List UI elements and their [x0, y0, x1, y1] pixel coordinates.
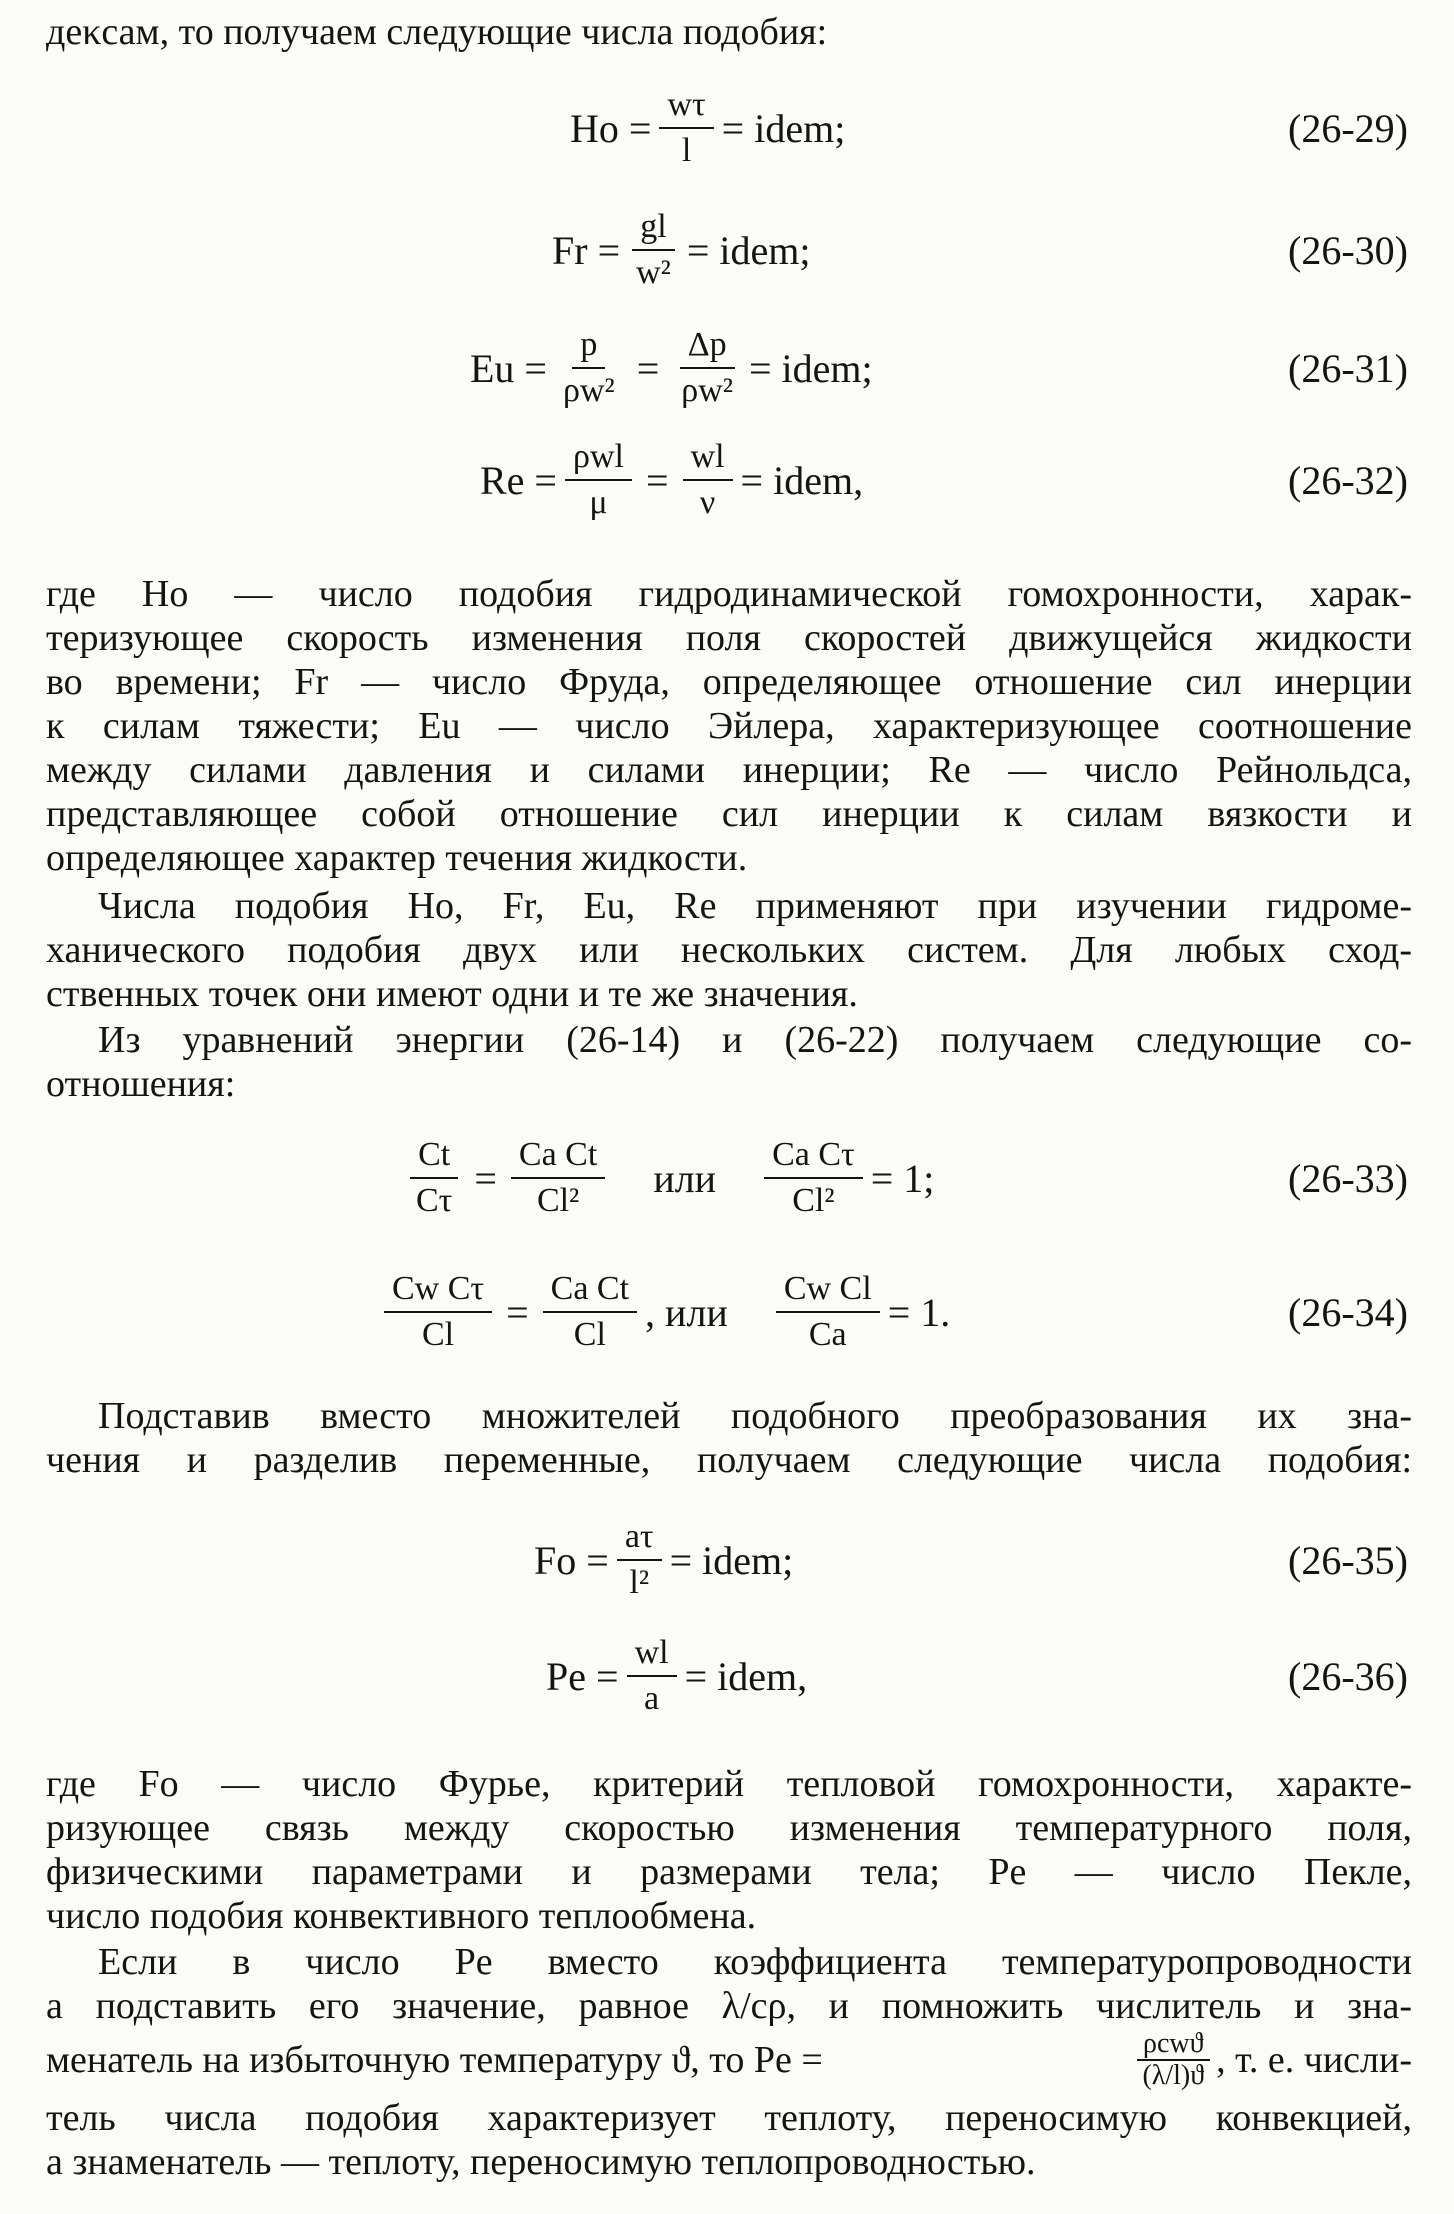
fraction-numerator: Cw Cl [776, 1269, 880, 1313]
equation-26-36 [0, 1616, 1454, 1736]
text-line: отношения: [46, 1063, 236, 1105]
equation-number: (26-35) [1288, 1537, 1408, 1583]
fraction-denominator: μ [589, 484, 608, 521]
equation-26-32 [0, 420, 1454, 540]
eq-connector: , или [645, 1289, 728, 1335]
fraction-denominator: w² [636, 254, 671, 291]
text-line: a подставить его значение, равное λ/cρ, и помножить числитель и зна- [46, 1985, 1412, 2027]
text-line: во времени; Fr — число Фруда, определяющее отношение сил инерции [46, 661, 1412, 703]
eq-lhs: Eu = [470, 345, 547, 391]
text-line: между силами давления и силами инерции; Re — число Рейнольдса, [46, 749, 1412, 791]
text-line: теризующее скорость изменения поля скоростей движущейся жидкости [46, 617, 1412, 659]
equation-number: (26-36) [1288, 1653, 1408, 1699]
fraction-numerator: p [572, 325, 605, 369]
fraction [543, 1269, 637, 1355]
fraction [683, 437, 733, 523]
equation-26-29 [0, 68, 1454, 188]
fraction-numerator: wτ [659, 85, 713, 129]
fraction [511, 1135, 605, 1221]
fraction-numerator: gl [632, 207, 674, 251]
text-line: тель числа подобия характеризует теплоту, переносимую конвекцией, [46, 2097, 1412, 2139]
fraction-denominator: Cτ [416, 1182, 453, 1219]
eq-rhs: = idem; [686, 227, 811, 273]
equation-number: (26-29) [1288, 105, 1408, 151]
text-line: к силам тяжести; Eu — число Эйлера, характеризующее соотношение [46, 705, 1412, 747]
fraction-numerator: wl [627, 1633, 677, 1677]
text-line: Числа подобия Но, Fr, Eu, Re применяют при изучении гидроме- [98, 885, 1412, 927]
fraction-numerator: wl [683, 437, 733, 481]
eq-rhs: = idem, [684, 1653, 808, 1699]
eq-rhs: = 1; [870, 1155, 935, 1201]
fraction-numerator: Ct [410, 1135, 458, 1179]
fraction [628, 207, 679, 293]
fraction [764, 1135, 863, 1221]
equation-number: (26-33) [1288, 1155, 1408, 1201]
text-line: где Fo — число Фурье, критерий тепловой гомохронности, характе- [46, 1763, 1412, 1805]
fraction-numerator: ρcwϑ [1137, 2029, 1209, 2061]
text-line: Подставив вместо множителей подобного преобразования их зна- [98, 1395, 1412, 1437]
eq-connector: или [653, 1155, 717, 1201]
inline-fraction [1136, 2029, 1210, 2091]
text-line: ризующее связь между скоростью изменения температурного поля, [46, 1807, 1412, 1849]
text-fragment: менатель на избыточную температуру ϑ, то Pe = [46, 2039, 823, 2081]
fraction [384, 1269, 492, 1355]
fraction [617, 1517, 662, 1603]
eq-lhs: Fr = [552, 227, 621, 273]
equation-26-33 [0, 1118, 1454, 1238]
fraction [659, 85, 713, 171]
eq-rhs: = 1. [887, 1289, 951, 1335]
eq-rhs: = idem, [740, 457, 864, 503]
fraction-denominator: ρw² [563, 372, 615, 409]
text-fragment: , т. е. числи- [1216, 2039, 1412, 2081]
fraction-denominator: l² [629, 1564, 650, 1601]
fraction-denominator: Cl² [536, 1182, 580, 1219]
fraction-denominator: ρw² [681, 372, 733, 409]
fraction-numerator: Δp [680, 325, 735, 369]
text-line: где Но — число подобия гидродинамической гомохронности, харак- [46, 573, 1412, 615]
equation-26-31 [0, 308, 1454, 428]
text-line-with-inline-fraction [46, 2028, 1412, 2091]
text-line: ственных точек они имеют одни и те же значения. [46, 973, 858, 1015]
text-line: число подобия конвективного теплообмена. [46, 1895, 757, 1937]
text-line: Из уравнений энергии (26-14) и (26-22) получаем следующие со- [98, 1019, 1412, 1061]
fraction [565, 437, 632, 523]
eq-rhs: = idem; [669, 1537, 794, 1583]
fraction-numerator: aτ [617, 1517, 662, 1561]
eq-rhs: = idem; [749, 345, 873, 391]
text-line: деκсам, то получаем следующие числа подобия: [46, 11, 828, 53]
equation-26-30 [0, 190, 1454, 310]
eq-operator: = [506, 1289, 529, 1335]
text-line: Если в число Pe вместо коэффициента температуропроводности [98, 1941, 1412, 1983]
text-line: ханического подобия двух или нескольких систем. Для любых сход- [46, 929, 1412, 971]
eq-operator: = [645, 457, 669, 503]
fraction [408, 1135, 460, 1221]
equation-number: (26-34) [1288, 1289, 1408, 1335]
fraction [673, 325, 741, 411]
fraction-denominator: l [681, 132, 692, 169]
fraction-denominator: Cl² [792, 1182, 835, 1219]
fraction-numerator: Ca Ct [543, 1269, 637, 1313]
fraction-denominator: (λ/l)ϑ [1142, 2060, 1205, 2091]
eq-rhs: = idem; [721, 105, 846, 151]
text-line: представляющее собой отношение сил инерции к силам вязкости и [46, 793, 1412, 835]
equation-number: (26-32) [1288, 457, 1408, 503]
fraction [555, 325, 623, 411]
fraction-denominator: Cl [421, 1316, 455, 1353]
equation-number: (26-31) [1288, 345, 1408, 391]
fraction-denominator: Cl [573, 1316, 606, 1353]
equation-26-34 [0, 1252, 1454, 1372]
eq-lhs: Re = [480, 457, 557, 503]
fraction-denominator: Ca [808, 1316, 847, 1353]
eq-lhs: Pe = [546, 1653, 619, 1699]
equation-26-35 [0, 1500, 1454, 1620]
fraction-denominator: ν [699, 484, 716, 521]
fraction-denominator: a [644, 1680, 660, 1717]
fraction-numerator: Ca Ct [511, 1135, 605, 1179]
text-line: а знаменатель — теплоту, переносимую теплопроводностью. [46, 2141, 1036, 2183]
text-line: чения и разделив переменные, получаем следующие числа подобия: [46, 1439, 1412, 1481]
fraction-numerator: ρwl [565, 437, 632, 481]
text-line: физическими параметрами и размерами тела; Pe — число Пекле, [46, 1851, 1412, 1893]
fraction [776, 1269, 880, 1355]
fraction [627, 1633, 677, 1719]
equation-number: (26-30) [1288, 227, 1408, 273]
text-line: определяющее характер течения жидкости. [46, 837, 748, 879]
eq-operator: = [636, 345, 660, 391]
fraction-numerator: Ca Cτ [764, 1135, 863, 1179]
eq-lhs: Fo = [534, 1537, 609, 1583]
eq-lhs: Ho = [570, 105, 652, 151]
eq-operator: = [474, 1155, 497, 1201]
fraction-numerator: Cw Cτ [384, 1269, 492, 1313]
